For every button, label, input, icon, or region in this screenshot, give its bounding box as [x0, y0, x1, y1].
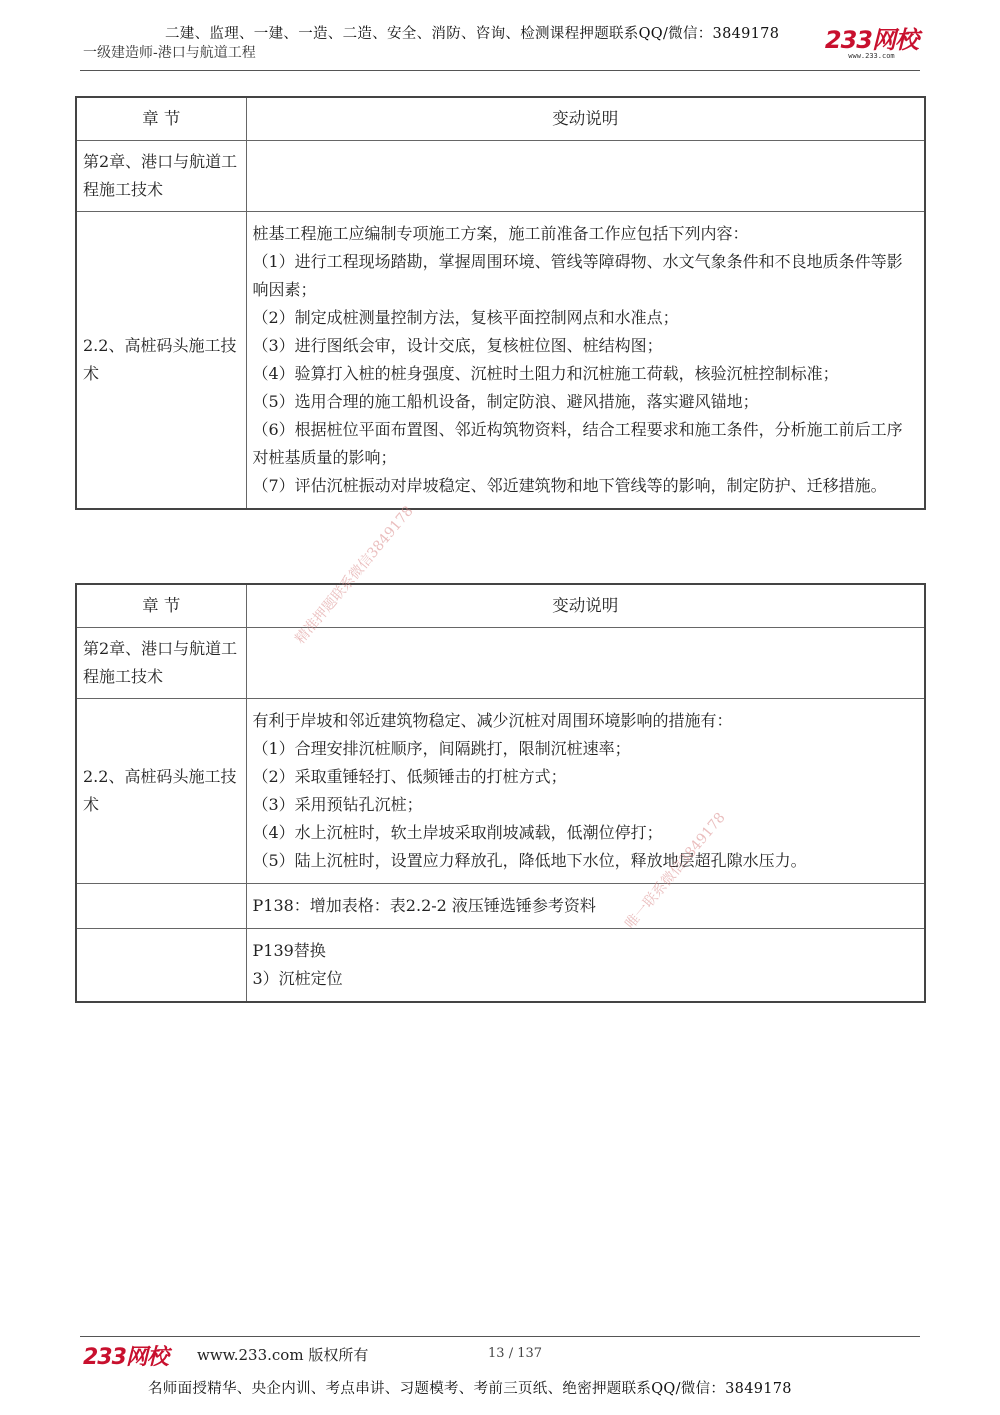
document-subtitle: 一级建造师-港口与航道工程 [83, 45, 256, 61]
section-cell [76, 884, 246, 929]
header-change-note: 变动说明 [246, 97, 925, 141]
table-header-row [76, 97, 925, 141]
table-row [76, 884, 925, 929]
change-table-1 [75, 96, 926, 510]
content-line: （2）制定成桩测量控制方法，复核平面控制网点和水准点； [252, 308, 679, 327]
table-row [76, 699, 925, 884]
header-banner: 二建、监理、一建、一造、二造、安全、消防、咨询、检测课程押题联系QQ/微信：3849178 [165, 26, 780, 42]
table-row [76, 212, 925, 510]
page-number [488, 1346, 542, 1361]
content-line: （3）进行图纸会审，设计交底，复核桩位图、桩结构图； [252, 336, 663, 355]
content-line: （6）根据桩位平面布置图、邻近构筑物资料，结合工程要求和施工条件，分析施工前后工序对桩基质量的影响； [252, 420, 903, 467]
chapter-row [76, 141, 925, 212]
footer-banner: 名师面授精华、央企内训、考点串讲、习题模考、考前三页纸、绝密押题联系QQ/微信：3849178 [148, 1381, 792, 1397]
page-current: 13 [488, 1346, 505, 1361]
content-cell [246, 699, 925, 884]
content-line: （5）陆上沉桩时，设置应力释放孔，降低地下水位，释放地层超孔隙水压力。 [252, 851, 807, 870]
chapter-cell: 第2章、港口与航道工程施工技术 [76, 628, 246, 699]
table-header-row [76, 584, 925, 628]
chapter-cell: 第2章、港口与航道工程施工技术 [76, 141, 246, 212]
page-separator: / [508, 1346, 514, 1361]
content-line: （3）采用预钻孔沉桩； [252, 795, 423, 814]
header-divider [80, 70, 920, 71]
logo-url: www.233.com [848, 52, 895, 60]
chapter-row [76, 628, 925, 699]
content-line: 有利于岸坡和邻近建筑物稳定、减少沉桩对周围环境影响的措施有： [252, 711, 733, 730]
content-line: （4）验算打入桩的桩身强度、沉桩时土阻力和沉桩施工荷载，核验沉桩控制标准； [252, 364, 839, 383]
section-cell: 2.2、高桩码头施工技术 [76, 699, 246, 884]
empty-cell [246, 141, 925, 212]
content-cell [246, 929, 925, 1003]
content-line: （1）合理安排沉桩顺序，间隔跳打，限制沉桩速率； [252, 739, 631, 758]
content-line: 3）沉桩定位 [252, 969, 343, 988]
footer-copyright: www.233.com 版权所有 [197, 1346, 369, 1364]
watermark: 唯一联系微信3849178 [622, 809, 729, 933]
footer-logo: 233网校 [83, 1345, 168, 1370]
content-line: （4）水上沉桩时，软土岸坡采取削坡减载，低潮位停打； [252, 823, 663, 842]
content-cell [246, 212, 925, 510]
content-line: P138：增加表格：表2.2-2 液压锤选锤参考资料 [252, 896, 596, 915]
footer-divider [80, 1336, 920, 1337]
change-table-2 [75, 583, 926, 1003]
empty-cell [246, 628, 925, 699]
watermark: 精准押题联系微信3849178 [292, 503, 417, 648]
logo-text: 233网校 [824, 26, 918, 54]
table-row [76, 929, 925, 1003]
header-chapter: 章 节 [76, 97, 246, 141]
content-line: （2）采取重锤轻打、低频锤击的打桩方式； [252, 767, 567, 786]
page-total: 137 [517, 1346, 543, 1361]
content-line: （1）进行工程现场踏勘，掌握周围环境、管线等障碍物、水文气象条件和不良地质条件等影响因素； [252, 252, 903, 299]
section-cell: 2.2、高桩码头施工技术 [76, 212, 246, 510]
content-line: 桩基工程施工应编制专项施工方案，施工前准备工作应包括下列内容： [252, 224, 749, 243]
section-cell [76, 929, 246, 1003]
header-change-note: 变动说明 [246, 584, 925, 628]
content-line: （5）选用合理的施工船机设备，制定防浪、避风措施，落实避风锚地； [252, 392, 759, 411]
content-cell [246, 884, 925, 929]
header-chapter: 章 节 [76, 584, 246, 628]
content-line: （7）评估沉桩振动对岸坡稳定、邻近建筑物和地下管线等的影响，制定防护、迁移措施。 [252, 476, 887, 495]
header-logo [825, 28, 918, 60]
content-line: P139替换 [252, 941, 326, 960]
